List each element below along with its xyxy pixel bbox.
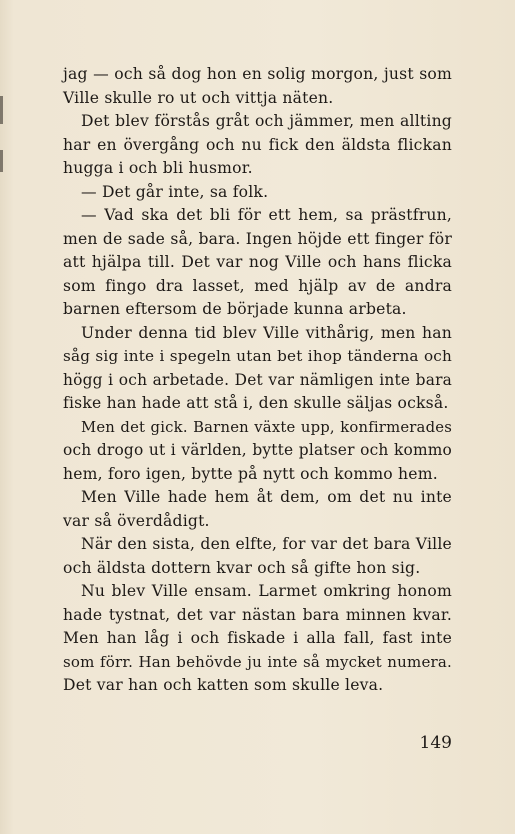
text-line: hade tystnat, det var nästan bara minnen kvar.	[63, 605, 452, 624]
text-line: barnen eftersom de började kunna arbeta.	[63, 300, 407, 318]
text-line: såg sig inte i spegeln utan bet ihop tänderna och	[63, 347, 452, 365]
text-line: Ville skulle ro ut och vittja näten.	[63, 88, 334, 107]
text-line: hem, foro igen, bytte på nytt och kommo hem.	[63, 464, 438, 483]
text-line: högg i och arbetade. Det var nämligen inte bara	[63, 370, 452, 389]
text-line: och drogo ut i världen, bytte platser och kommo	[63, 441, 452, 459]
text-line: Men Ville hade hem åt dem, om det nu inte	[81, 488, 452, 506]
text-line: var så överdådigt.	[63, 511, 210, 530]
text-line: hugga i och bli husmor.	[63, 159, 253, 177]
text-line: som förr. Han behövde ju inte så mycket numera.	[63, 652, 452, 671]
text-line: Det blev förstås gråt och jämmer, men allting	[81, 112, 452, 130]
text-line: När den sista, den elfte, for var det bara Ville	[81, 535, 452, 553]
text-line: — Vad ska det bli för ett hem, sa prästfrun,	[81, 206, 452, 224]
gutter-shadow-mid	[0, 150, 3, 172]
text-line: men de sade så, bara. Ingen höjde ett finger för	[63, 229, 452, 248]
text-line: Men det gick. Barnen växte upp, konfirmerades	[81, 418, 452, 436]
text-line: att hjälpa till. Det var nog Ville och hans flicka	[63, 253, 452, 271]
text-line: fiske han hade att stå i, den skulle säljas också.	[63, 394, 449, 412]
page-number: 149	[419, 733, 452, 753]
text-line: Nu blev Ville ensam. Larmet omkring honom	[81, 582, 452, 600]
text-line: Men han låg i och fiskade i alla fall, fast inte	[63, 629, 452, 647]
gutter-shadow-top	[0, 96, 3, 124]
text-line: som fingo dra lasset, med hjälp av de andra	[63, 276, 452, 295]
text-line: Under denna tid blev Ville vithårig, men han	[81, 323, 452, 342]
body-text	[63, 63, 452, 698]
text-line: Det var han och katten som skulle leva.	[63, 676, 384, 694]
text-line: har en övergång och nu fick den äldsta flickan	[63, 135, 452, 154]
text-line: — Det går inte, sa folk.	[81, 182, 269, 201]
text-line: jag — och så dog hon en solig morgon, just som	[63, 65, 452, 83]
text-line: och äldsta dottern kvar och så gifte hon sig.	[63, 558, 421, 577]
